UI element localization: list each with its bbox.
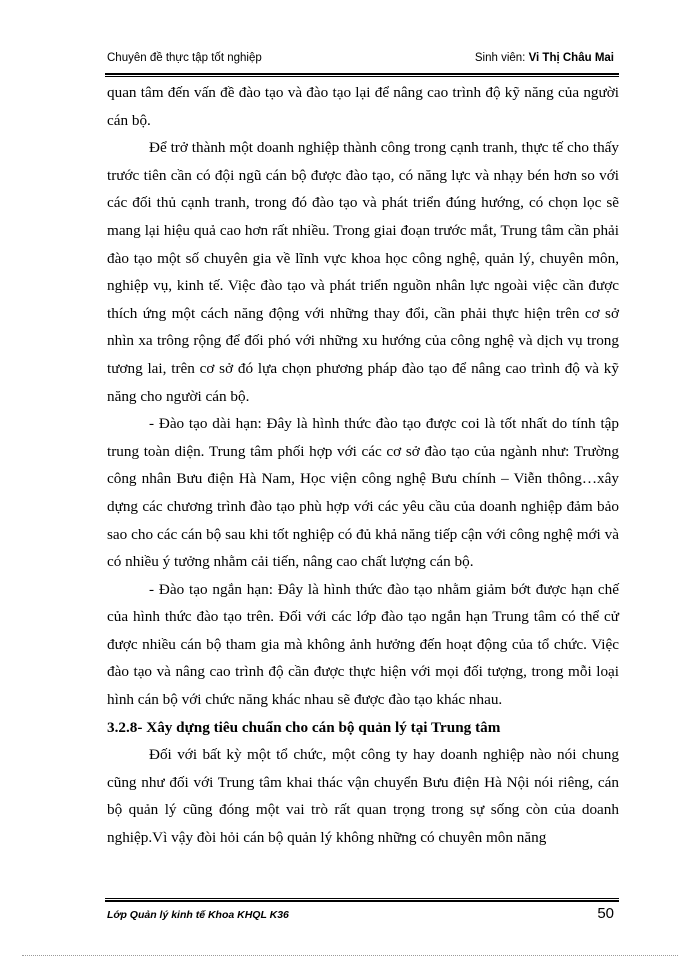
section-heading: 3.2.8- Xây dựng tiêu chuẩn cho cán bộ quản lý tại Trung tâm: [107, 718, 501, 736]
paragraph-long-term-training: - Đào tạo dài hạn: Đây là hình thức đào tạo được coi là tốt nhất do tính tập trung toàn diện. Trung tâm phối hợp với các cơ sở đào tạo của ngành như: Trường công nhân Bưu điện Hà Nam, Học viện công nghệ Bưu chính – Viễn thông…xây dựng các chương trình đào tạo phù hợp với các yêu cầu của doanh nghiệp đảm bảo sao cho các cán bộ sau khi tốt nghiệp có đủ khả năng tiếp cận với công nghệ mới và có nhiều ý tưởng nhằm cải tiến, nâng cao chất lượng cán bộ.: [107, 415, 619, 571]
header-rule: [105, 73, 619, 75]
header-student: [475, 52, 614, 64]
footer-rule-thin: [105, 898, 619, 899]
page-number: 50: [597, 905, 614, 922]
footer-class: Lớp Quản lý kinh tế Khoa KHQL K36: [107, 909, 289, 921]
page-footer: [107, 905, 614, 925]
header-student-label: Sinh viên:: [474, 52, 526, 64]
page-break-divider: [22, 955, 678, 956]
header-title: Chuyên đề thực tập tốt nghiệp: [107, 52, 262, 64]
paragraph: Đối với bất kỳ một tổ chức, một công ty hay doanh nghiệp nào nói chung cũng như đối với Trung tâm khai thác vận chuyển Bưu điện Hà Nội nói riêng, cán bộ quản lý cũng đóng một vai trò rất quan trọng trong sự sống còn của doanh nghiệp.Vì vậy đòi hỏi cán bộ quản lý không những có chuyên môn năng: [107, 746, 619, 847]
header-student-name: Vi Thị Châu Mai: [528, 52, 614, 64]
footer-rule: [105, 900, 619, 902]
paragraph: Để trở thành một doanh nghiệp thành công trong cạnh tranh, thực tế cho thấy trước tiên cần có đội ngũ cán bộ được đào tạo, có năng lực và nhạy bén hơn so với các đối thủ cạnh tranh, trong đó đào tạo và phát triển đúng hướng, có chọn lọc sẽ mang lại hiệu quả cao hơn rất nhiều. Trong giai đoạn trước mắt, Trung tâm cần phải đào tạo một số chuyên gia về lĩnh vực khoa học công nghệ, quản lý, chuyên môn, nghiệp vụ, kinh tế. Việc đào tạo và phát triển nguồn nhân lực ngoài việc cần được thích ứng một cách năng động với những thay đổi, cần phải thực hiện trên cơ sở nhìn xa trông rộng để đối phó với những xu hướng của công nghệ và dịch vụ trong tương lai, trên cơ sở đó lựa chọn phương pháp đào tạo để nâng cao trình độ và kỹ năng cho người cán bộ.: [107, 139, 619, 405]
paragraph-continued: quan tâm đến vấn đề đào tạo và đào tạo lại để nâng cao trình độ kỹ năng của người cán bộ.: [107, 84, 619, 129]
page-header: [107, 52, 614, 70]
paragraph-short-term-training: - Đào tạo ngắn hạn: Đây là hình thức đào tạo nhằm giảm bớt được hạn chế của hình thức đào tạo trên. Đối với các lớp đào tạo ngắn hạn Trung tâm có thể cử được nhiều cán bộ tham gia mà không ảnh hưởng đến hoạt động của tổ chức. Việc đào tạo và nâng cao trình độ cần được thực hiện với mọi đối tượng, trong mỗi loại hình cán bộ với chức năng khác nhau sẽ được đào tạo khác nhau.: [107, 580, 619, 709]
header-rule-thin: [105, 76, 619, 77]
page-body: [107, 79, 619, 852]
